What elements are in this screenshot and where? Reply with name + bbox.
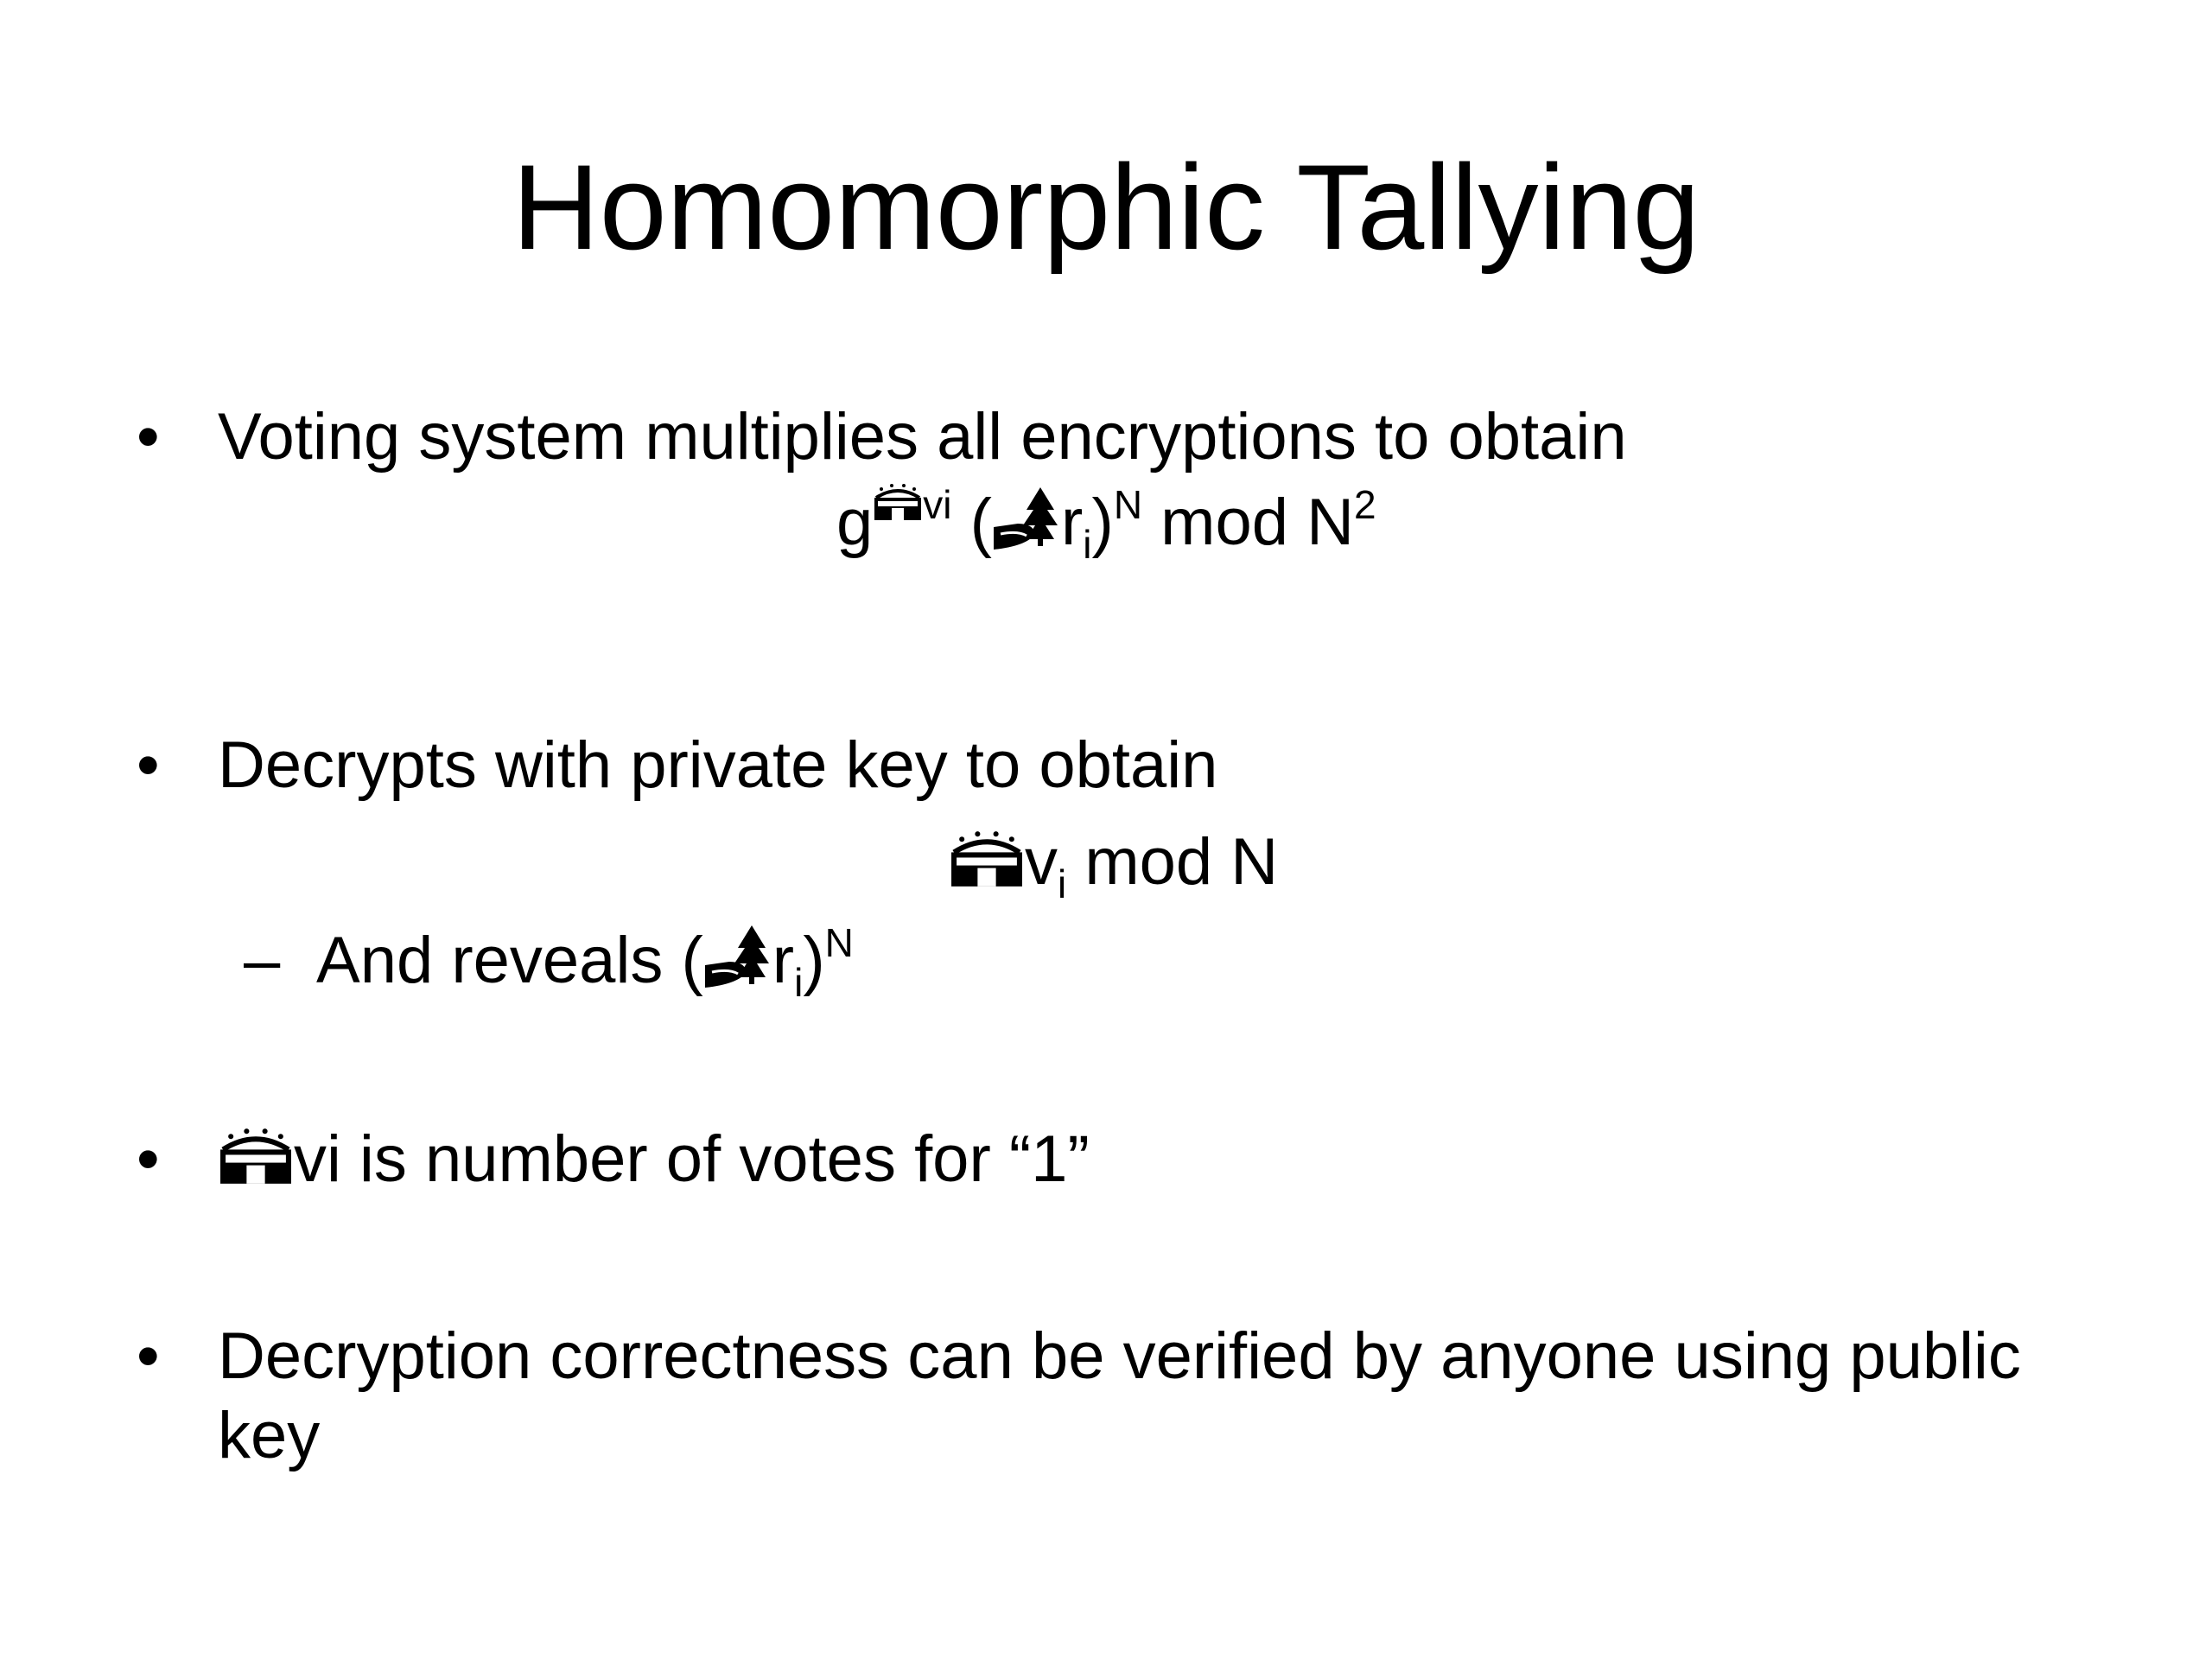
sub-bullet-marker: –	[244, 924, 281, 997]
stadium-icon	[873, 482, 923, 522]
sub-bullet-text	[316, 920, 854, 1005]
formula-open-paren: (	[969, 486, 992, 559]
sub-bullet-prefix: And reveals (	[316, 924, 703, 997]
tree-road-icon	[992, 486, 1061, 551]
bullet-text-4-line2: key	[218, 1399, 321, 1472]
sub-bullet-close: )	[803, 924, 825, 997]
sub-bullet-r: r	[772, 924, 795, 997]
formula-base: g	[836, 486, 874, 559]
formula-r-sub: i	[1083, 522, 1092, 567]
bullet-text-4-line1: Decryption correctness can be verified by anyone using public	[218, 1319, 2021, 1393]
formula-v: v	[1025, 825, 1058, 899]
formula-tail: mod N	[1142, 486, 1355, 559]
formula-product	[836, 482, 1376, 567]
bullet-text-3	[218, 1120, 1090, 1199]
formula-tail: mod N	[1066, 825, 1279, 899]
bullet-text-1: Voting system multiplies all encryptions to obtain	[218, 400, 1627, 474]
sub-bullet-sup: N	[824, 920, 854, 965]
bullet-marker: •	[137, 400, 160, 474]
slide-title: Homomorphic Tallying	[512, 139, 1700, 275]
tree-road-icon	[703, 924, 772, 989]
stadium-icon	[218, 1124, 294, 1188]
formula-exp-var: vi	[923, 482, 952, 527]
formula-close-paren: )	[1091, 486, 1114, 559]
sub-bullet-r-sub: i	[794, 960, 804, 1005]
bullet-marker: •	[137, 728, 160, 802]
stadium-icon	[949, 827, 1025, 891]
bullet-text-3-content: vi is number of votes for “1”	[294, 1122, 1090, 1196]
bullet-marker: •	[137, 1122, 160, 1196]
bullet-text-2: Decrypts with private key to obtain	[218, 728, 1218, 802]
formula-exp-n: N	[1113, 482, 1143, 527]
formula-r: r	[1060, 486, 1084, 559]
formula-decrypted	[949, 823, 1279, 906]
formula-v-sub: i	[1058, 861, 1067, 906]
formula-tail-sup: 2	[1354, 482, 1376, 527]
bullet-marker: •	[137, 1319, 160, 1393]
